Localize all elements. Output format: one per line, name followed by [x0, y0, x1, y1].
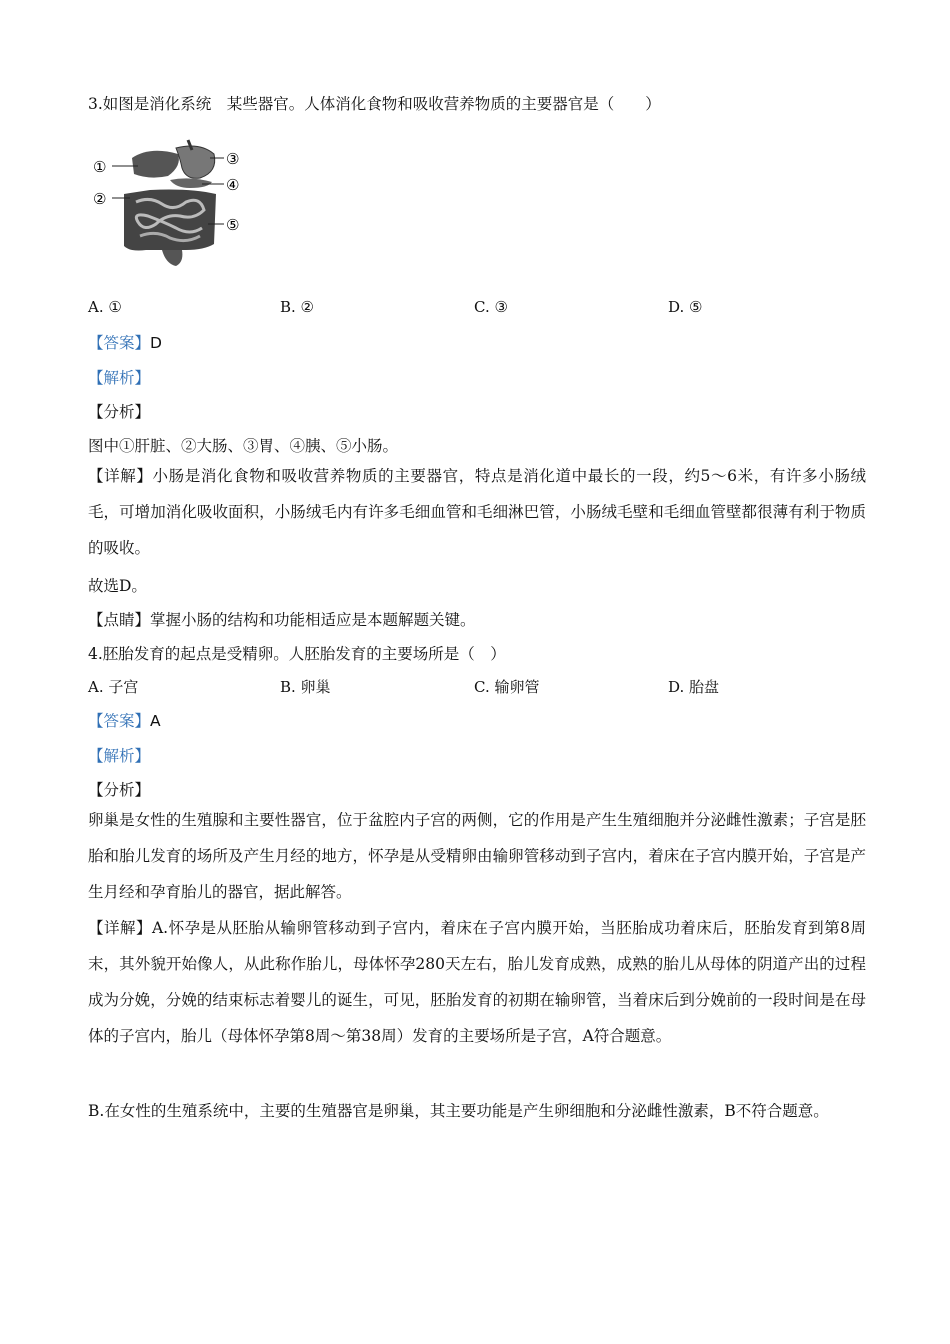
detail-text: 小肠是消化食物和吸收营养物质的主要器官，特点是消化道中最长的一段，约5～6米，有许多小肠绒毛，可增加消化吸收面积，小肠绒毛内有许多毛细血管和毛细淋巴管，小肠绒毛壁和毛细血管壁都很薄有利于物质的吸收。	[88, 467, 866, 557]
q4-fenxi-tag: 【分析】	[88, 781, 151, 799]
answer-value: D	[150, 334, 162, 352]
q3-choice: 故选D。	[88, 577, 147, 595]
q4-stem: 4.胚胎发育的起点是受精卵。人胚胎发育的主要场所是（ ）	[88, 645, 506, 663]
q3-option-b[interactable]: B. ②	[280, 298, 315, 316]
q3-fenxi-tag: 【分析】	[88, 403, 151, 421]
q3-stem: 3.如图是消化系统 某些器官。人体消化食物和吸收营养物质的主要器官是（ ）	[88, 95, 661, 113]
q3-fenxi-text: 图中①肝脏、②大肠、③胃、④胰、⑤小肠。	[88, 437, 399, 455]
point-tag: 【点睛】	[88, 611, 151, 629]
figure-label-1: ①	[93, 158, 107, 176]
figure-label-3: ③	[226, 150, 240, 168]
q3-option-a[interactable]: A. ①	[88, 298, 122, 316]
q4-option-d[interactable]: D. 胎盘	[668, 678, 720, 696]
q4-option-c[interactable]: C. 输卵管	[474, 678, 540, 696]
q4-answer	[88, 709, 868, 731]
detail-tag: 【详解】	[88, 919, 152, 937]
detail-tag: 【详解】	[88, 467, 153, 485]
answer-value: A	[150, 712, 161, 730]
answer-tag: 【答案】	[88, 712, 151, 730]
point-text: 掌握小肠的结构和功能相适应是本题解题关键。	[150, 611, 476, 629]
q4-option-a[interactable]: A. 子宫	[88, 678, 139, 696]
q4-fenxi-text: 卵巢是女性的生殖腺和主要性器官，位于盆腔内子宫的两侧，它的作用是产生生殖细胞并分泌雌性激素；子宫是胚胎和胎儿发育的场所及产生月经的地方，怀孕是从受精卵由输卵管移动到子宫内，着床在子宫内膜开始，子宫是产生月经和孕育胎儿的器官，据此解答。	[88, 811, 866, 901]
figure-label-5: ⑤	[226, 216, 240, 234]
q3-answer	[88, 331, 868, 353]
detail-text: A.怀孕是从胚胎从输卵管移动到子宫内，着床在子宫内膜开始，当胚胎成功着床后，胚胎发育到第8周末，其外貌开始像人，从此称作胎儿，母体怀孕280天左右，胎儿发育成熟，成熟的胎儿从母体的阴道产出的过程成为分娩，分娩的结束标志着婴儿的诞生，可见，胚胎发育的初期在输卵管，当着床后到分娩前的一段时间是在母体的子宫内，胎儿（母体怀孕第8周～第38周）发育的主要场所是子宫，A符合题意。	[88, 919, 866, 1045]
figure-label-4: ④	[226, 176, 240, 194]
digestive-system-figure	[90, 136, 250, 271]
answer-tag: 【答案】	[88, 334, 151, 352]
figure-label-2: ②	[93, 190, 107, 208]
digestive-system-illustration	[90, 136, 250, 271]
q3-analysis-tag: 【解析】	[88, 369, 151, 387]
q3-point	[88, 608, 868, 630]
q3-option-d[interactable]: D. ⑤	[668, 298, 703, 316]
q3-option-c[interactable]: C. ③	[474, 298, 508, 316]
q4-analysis-tag: 【解析】	[88, 747, 151, 765]
q4-option-b-explanation: B.在女性的生殖系统中，主要的生殖器官是卵巢，其主要功能是产生卵细胞和分泌雌性激素，B不符合题意。	[88, 1102, 829, 1120]
q4-detail	[88, 910, 866, 1054]
q3-detail	[88, 458, 866, 566]
q4-option-b[interactable]: B. 卵巢	[280, 678, 331, 696]
